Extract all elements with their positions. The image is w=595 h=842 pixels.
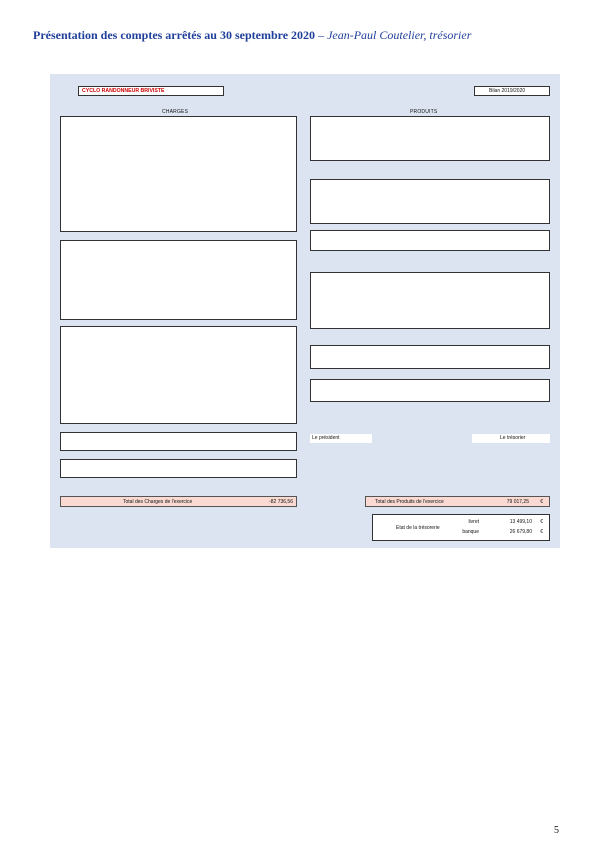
produits-box-78 (310, 345, 550, 369)
produits-header: PRODUITS (410, 109, 438, 115)
heading-dash: – (315, 28, 328, 42)
produits-total-value: 79 017,25 (506, 499, 529, 505)
heading-title: Présentation des comptes arrêtés au 30 septembre 2020 (33, 28, 316, 42)
tresorerie-box (372, 514, 550, 541)
charges-total-bar (60, 496, 297, 507)
produits-box-48 (310, 379, 550, 402)
club-name-box (78, 86, 224, 96)
heading-author: Jean-Paul Coutelier, trésorier (327, 28, 472, 42)
charges-box-66 (60, 459, 297, 478)
produits-box-75 (310, 230, 550, 251)
livret-label: livret (468, 519, 479, 525)
bilan-label: Bilan 2019/2020 (489, 88, 526, 94)
charges-box-62 (60, 326, 297, 424)
charges-box-61 (60, 240, 297, 320)
livret-euro: € (540, 519, 543, 525)
tresorier-label: Le trésorier (500, 435, 526, 441)
charges-box-60 (60, 116, 297, 232)
charges-total-value: -82 736,56 (269, 499, 293, 505)
produits-box-70 (310, 116, 550, 161)
page-number: 5 (554, 825, 559, 836)
president-label: Le président (312, 435, 340, 441)
charges-box-65 (60, 432, 297, 451)
charges-header: CHARGES (162, 109, 189, 115)
produits-total-label: Total des Produits de l'exercice (375, 499, 444, 505)
produits-box-77 (310, 272, 550, 329)
banque-value: 26 679,80 (509, 529, 532, 535)
accounts-sheet (50, 74, 560, 548)
club-name: CYCLO RANDONNEUR BRIVISTE (82, 88, 165, 94)
page-heading (33, 28, 563, 43)
president-box (310, 434, 372, 443)
produits-total-euro: € (540, 499, 543, 505)
produits-box-74 (310, 179, 550, 224)
bilan-box (474, 86, 550, 96)
banque-euro: € (540, 529, 543, 535)
banque-label: banque (462, 529, 479, 535)
livret-value: 13 499,10 (509, 519, 532, 525)
tresorier-box (472, 434, 550, 443)
produits-total-bar (365, 496, 550, 507)
charges-total-label: Total des Charges de l'exercice (123, 499, 193, 505)
tresorerie-label: Etat de la trésorerie (396, 525, 440, 531)
